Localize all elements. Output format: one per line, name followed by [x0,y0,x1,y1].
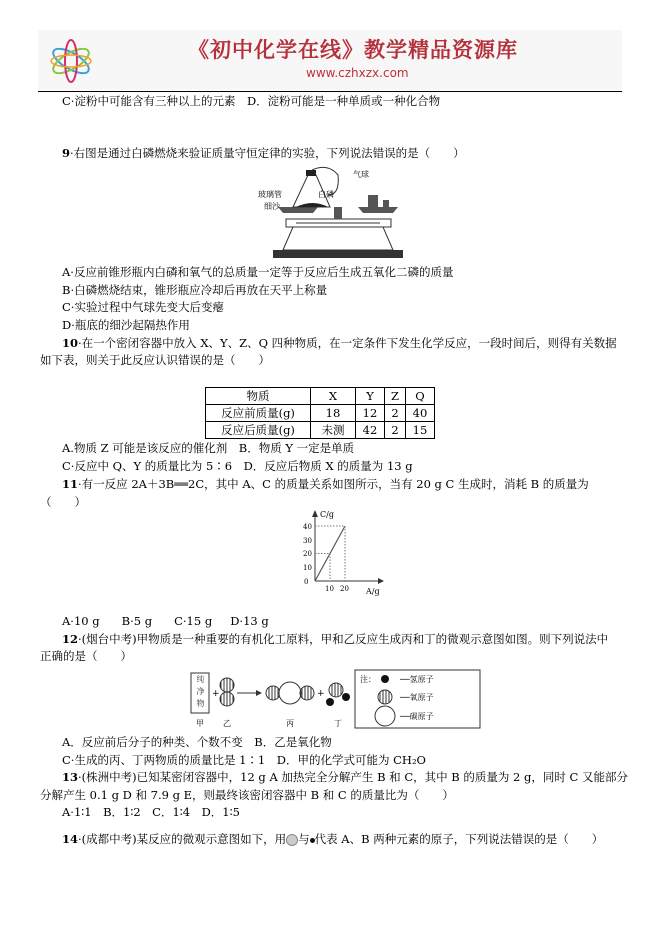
mass-relation-graph [290,506,390,598]
oxygen-atom-icon [378,690,392,704]
q12-options-cd[interactable]: C·生成的丙、丁两物质的质量比是 1∶1 D．甲的化学式可能为 CH₂O [62,753,426,767]
table-cell: 40 [406,405,435,422]
banner-url[interactable]: www.czhxzx.com [306,66,409,80]
banner-title: 《初中化学在线》教学精品资源库 [188,37,518,62]
q11-option-c[interactable]: C·15 g [174,614,213,628]
atom-a-icon [286,834,298,846]
x-tick-label: 10 [325,585,334,593]
q13-options[interactable]: A·1∶1 B．1∶2 C．1∶4 D．1∶5 [62,805,240,819]
q10-stem: 10·在一个密闭容器中放入 X、Y、Z、Q 四种物质，在一定条件下发生化学反应，一段时间后，则得有关数据 [62,336,617,350]
balloon-label: 气球 [353,170,369,179]
q8-options-cd: C·淀粉中可能含有三种以上的元素 D．淀粉可能是一种单质或一种化合物 [62,94,441,108]
x-tick-label: 20 [340,585,349,593]
header-divider [38,91,622,92]
svg-text:+: + [317,689,325,699]
y-tick-label: 20 [303,550,312,558]
table-cell: 2 [385,405,406,422]
y-tick-label: 30 [303,537,312,545]
table-cell: X [311,388,356,405]
q9-stem: 9·右图是通过白磷燃烧来验证质量守恒定律的实验，下列说法错误的是（ ） [62,146,465,160]
q12-options-ab[interactable]: A．反应前后分子的种类、个数不变 B．乙是氧化物 [62,735,332,749]
q10-options-ab[interactable]: A.物质 Z 可能是该反应的催化剂 B．物质 Y 一定是单质 [62,441,355,455]
legend-hydrogen: ──氢原子 [400,675,434,684]
glass-tube-label: 玻璃管 [258,190,282,199]
label-jia: 甲 [196,719,204,728]
table-row [206,422,435,439]
label-bing: 丙 [286,719,294,728]
table-cell: 42 [356,422,385,439]
q9-option-b[interactable]: B·白磷燃烧结束，锥形瓶应冷却后再放在天平上称量 [62,283,328,297]
q9-option-c[interactable]: C·实验过程中气球先变大后变瘪 [62,300,224,314]
x-axis-label: A/g [366,587,380,596]
q12-stem-cont: 正确的是（ ） [40,649,132,663]
table-cell: Y [356,388,385,405]
q11-options [62,613,269,629]
y-axis-label: C/g [320,510,334,519]
q11-option-b[interactable]: B·5 g [121,614,153,628]
molecule-reaction-figure [190,668,485,730]
y-tick-label: 10 [303,564,312,572]
q9-option-a[interactable]: A·反应前锥形瓶内白磷和氧气的总质量一定等于反应后生成五氧化二磷的质量 [62,265,454,279]
table-cell: Z [385,388,406,405]
white-phosphorus-label: 白磷 [318,190,334,199]
table-cell: 18 [311,405,356,422]
q12-stem: 12·(烟台中考)甲物质是一种重要的有机化工原料，甲和乙反应生成丙和丁的微观示意图如图。则下列说法中 [62,632,609,646]
legend-carbon: ──碳原子 [400,712,434,721]
pure-substance-box-label: 纯净物 [196,675,205,711]
table-cell: 反应后质量(g) [206,422,311,439]
q14-stem: 14·(成都中考)某反应的微观示意图如下，用 与 代表 A、B 两种元素的原子，下列说法错误的是（ ） [62,832,604,846]
q11-option-a[interactable]: A·10 g [62,614,100,628]
table-row [206,405,435,422]
table-header-row [206,388,435,405]
table-cell: 反应前质量(g) [206,405,311,422]
q13-stem: 13·(株洲中考)已知某密闭容器中，12 g A 加热完全分解产生 B 和 C，其中 B 的质量为 2 g，同时 C 又能部分 [62,770,628,784]
q9-option-d[interactable]: D·瓶底的细沙起隔热作用 [62,318,190,332]
header-banner [38,30,622,90]
q10-data-table [205,387,435,439]
label-yi: 乙 [223,719,231,728]
svg-text:+: + [212,689,220,699]
legend-oxygen: ──氧原子 [400,693,434,702]
table-cell: 未测 [311,422,356,439]
table-cell: 12 [356,405,385,422]
q13-stem-cont: 分解产生 0.1 g D 和 7.9 g E，则最终该密闭容器中 B 和 C 的质量比为（ ） [40,788,454,802]
table-cell: 2 [385,422,406,439]
table-cell: 物质 [206,388,311,405]
table-cell: Q [406,388,435,405]
table-cell: 15 [406,422,435,439]
atom-logo-icon [46,36,96,86]
q11-stem-cont: （ ） [40,495,86,509]
y-tick-label: 40 [303,523,312,531]
balance-experiment-figure [258,165,408,260]
carbon-atom-icon [375,706,395,726]
q11-option-d[interactable]: D·13 g [230,614,269,628]
q11-stem: 11·有一反应 2A＋3B══2C，其中 A、C 的质量关系如图所示，当有 20 g C 生成时，消耗 B 的质量为 [62,477,589,491]
q10-options-cd[interactable]: C·反应中 Q、Y 的质量比为 5∶6 D．反应后物质 X 的质量为 13 g [62,459,413,473]
hydrogen-atom-icon [381,675,389,683]
sand-label: 细沙 [264,202,280,211]
legend-title: 注： [360,675,376,684]
q10-stem-cont: 如下表，则关于此反应认识错误的是（ ） [40,353,270,367]
label-ding: 丁 [334,719,342,728]
y-tick-label: 0 [304,578,309,586]
